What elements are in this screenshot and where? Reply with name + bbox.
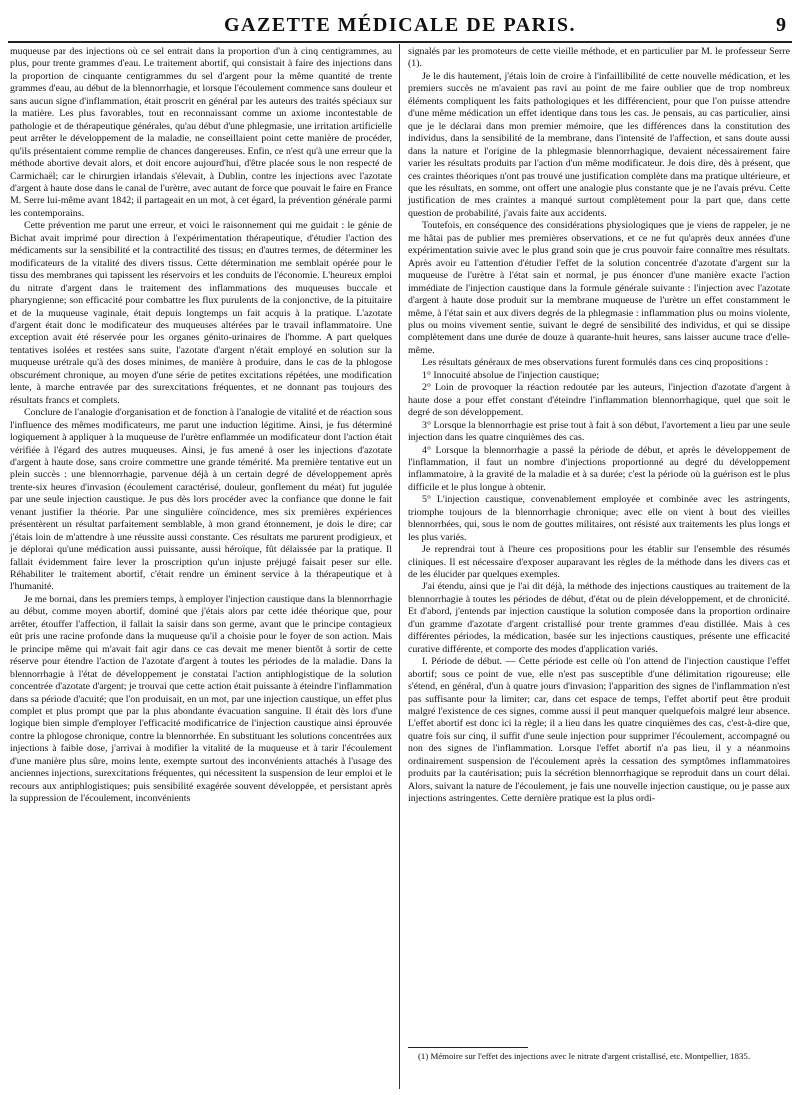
header-rule	[8, 41, 792, 43]
paragraph: Je reprendrai tout à l'heure ces propositions pour les établir sur l'ensemble des résumés cliniques. Il est nécessaire d'exposer auparavant les règles de la méthode dans les divers cas et de les élucider par quelques exemples.	[408, 544, 790, 581]
paragraph: Je le dis hautement, j'étais loin de croire à l'infaillibilité de cette nouvelle médication, et les premiers succès ne m'avaient pas ravi au point de me faire oublier que de trop nombreux éléments compliquent les faits pathologiques et les différencient, pour que l'on puisse attendre d'une même médication un effet identique dans tous les cas. Je pensais, au cas particulier, ainsi que je le déclarai dans mon premier mémoire, que les différences dans la constitution des individus, dans la sensibilité de la membrane, dans l'intensité de l'affection, et sans doute aussi dans la nature et l'origine de la phlegmasie blennorrhagique, devaient nécessairement faire varier les résultats produits par l'action d'un même modificateur. Je dois dire, dès à présent, que ces craintes théoriques n'ont pas trouvé une justification complète dans ma pratique ultérieure, et que les résultats, en somme, ont offert une analogie plus constante que je ne l'avais prévu. Cette justification de mes craintes a manqué surtout complètement pour la part que, dans cette question de probabilité, j'avais faite aux accidents.	[408, 70, 790, 219]
journal-title: GAZETTE MÉDICALE DE PARIS.	[223, 14, 577, 36]
paragraph: Les résultats généraux de mes observations furent formulés dans ces cinq propositions :	[422, 357, 769, 369]
proposition: 1° Innocuité absolue de l'injection caustique;	[422, 369, 600, 381]
paragraph: signalés par les promoteurs de cette vieille méthode, et en particulier par M. le professeur Serre (1).	[408, 46, 790, 70]
paragraph: muqueuse par des injections où ce sel entrait dans la proportion d'un à cinq centigrammes, au plus, pour trente grammes d'eau. Le traitement abortif, qui consistait à faire des injections dans la proportion de cinquante centigrammes du sel d'argent pour la même quantité de trente grammes d'eau, au début de la blennorrhagie, et lorsque l'écoulement commence sans douleur et sans aucun signe d'inflammation, était proscrit en général par les auteurs des traités spéciaux sur la matière. Les plus favorables, tout en reconnaissant comme un axiome incontestable de pathologie et de thérapeutique générales, qu'au début d'une phlegmasie, une irritation artificielle peut arrêter le développement de la maladie, ne conseillaient point cette manière de procéder, qu'ils présentaient comme remplie de chances dangereuses. Enfin, ce n'est qu'à une erreur que la méthode abortive devait alors, et doit encore aujourd'hui, d'être placée sous le non respecté de Carmichaël; car le chirurgien irlandais s'élevait, à Dublin, contre les injections avec l'azotate d'argent à haute dose dans le canal de l'urètre, avec autant de force que pouvait le faire en France M. Serre lui-même avant 1842; il partageait en un mot, à cet égard, la prévention générale parmi les contemporains.	[10, 46, 393, 219]
proposition: 2° Loin de provoquer la réaction redoutée par les auteurs, l'injection d'azotate d'argent à haute dose a pour effet constant d'éteindre l'inflammation blennorrhagique, quel que soit le degré de son développement.	[408, 382, 790, 419]
paragraph: Toutefois, en conséquence des considérations physiologiques que je viens de rappeler, je ne me hâtai pas de publier mes premières observations, et ce ne fut qu'après deux années d'une expérimentation suivie avec le plus grand soin que je crus pouvoir faire connaître mes résultats. Après avoir eu l'attention d'étudier l'effet de la solution concentrée d'azotate d'argent sur la muqueuse de l'urètre à l'état sain et normal, je pus énoncer d'une manière exacte l'action immédiate de l'injection caustique dans la formule générale suivante : l'injection avec l'azotate d'argent à haute dose produit sur la membrane muqueuse de l'urètre un effet constamment le même, à l'état sain et aux divers degrés de la phlegmasie : inflammation plus ou moins violente, plus ou moins vivement sentie, suivant le degré de sensibilité des individus, et qui se dissipe complètement dans une durée de douze à quarante-huit heures, sans laisser aucune trace d'elle-même.	[408, 220, 790, 356]
masthead	[8, 14, 792, 38]
paragraph: Cette prévention me parut une erreur, et voici le raisonnement qui me guidait : le génie de Bichat avait imprimé pour direction à l'expérimentation thérapeutique, d'étudier l'action des médicaments sur la sensibilité et la contractilité des tissus; en d'autres termes, de déterminer les modificateurs de la vitalité des divers tissus. Cette détermination me semblait opérée pour le tissu des membranes qui tapissent les réservoirs et les conduits de l'économie. L'heureux emploi du nitrate d'argent dans le traitement des inflammations des muqueuses buccale et pharyngienne; son efficacité pour combattre les flux purulents de la conjonctive, de la pituitaire et de la muqueuse vaginale, était depuis longtemps un fait acquis à la pratique. L'azotate d'argent était donc le modificateur des muqueuses altérées par le travail inflammatoire. Une exception avait été réservée pour les organes génito-urinaires de l'homme. A part quelques tentatives isolées et restées sans suite, l'azotate d'argent n'était employé en solution sur la muqueuse urétrale qu'à des doses minimes, de manière à produire, dans le cas de la phlogose obscurément chronique, au moyen d'une série de petites excitations répétées, une modification lente, à marche entravée par des surexcitations fréquentes, et ne donnant pas toujours des résultats francs et complets.	[10, 220, 392, 406]
footnote-rule	[408, 1047, 528, 1048]
column-divider	[399, 44, 400, 1089]
proposition: 4° Lorsque la blennorrhagie a passé la période de début, et après le développement de l'inflammation, il faut un nombre d'injections proportionné au degré du développement inflammatoire, à la gravité de la maladie et à sa durée; c'est la période où la guérison est le plus difficile et le plus longue à obtenir.	[408, 444, 790, 493]
footnote	[408, 1051, 790, 1062]
page-number: 9	[776, 14, 786, 36]
section-paragraph: I. Période de début. — Cette période est celle où l'on attend de l'injection caustique l'effet abortif; sous ce point de vue, elle n'est pas susceptible d'une délimitation rigoureuse; elle s'étend, en général, d'un à quatre jours d'invasion; l'apparition des signes de l'inflammation n'est pas suffisante pour la limiter; car, dans cet espace de temps, l'effet abortif peut être produit malgré l'existence de ces signes, comme aussi il peut manquer quelquefois malgré leur absence. L'effet abortif est donc ici la règle; il a lieu dans les quatre cinquièmes des cas, c'est-à-dire que, quatre fois sur cinq, il suffit d'une seule injection pour supprimer l'écoulement, accompagné ou non des signes de l'inflammation. Lorsque l'effet abortif n'a pas lieu, il y a néanmoins ordinairement suspension de l'écoulement après la cessation des symptômes inflammatoires produits par la cautérisation; puis la sécrétion blennorrhagique se reproduit dans un court délai. Alors, suivant la nature de l'écoulement, je fais une nouvelle injection caustique, ou je passe aux injections astringentes. Cette dernière pratique est la plus ordi-	[408, 656, 790, 805]
left-column	[10, 46, 392, 806]
right-column	[408, 46, 790, 806]
footnote-text: (1) Mémoire sur l'effet des injections avec le nitrate d'argent cristallisé, etc. Montpellier, 1835.	[418, 1051, 751, 1061]
proposition: 5° L'injection caustique, convenablement employée et combinée avec les astringents, triomphe toujours de la blennorrhagie chronique; avec elle on vient à bout des vieilles blennorrhées, qui, sous le nom de gouttes militaires, ont résisté aux traitements les plus longs et les plus variés.	[408, 494, 790, 543]
paragraph: Conclure de l'analogie d'organisation et de fonction à l'analogie de vitalité et de réaction sous l'influence des mêmes modificateurs, me parut une induction légitime. Ainsi, je fus déterminé logiquement à appliquer à la muqueuse de l'urètre enflammée un modificateur dont l'action était vérifiée à l'égard des autres muqueuses. Ainsi, je fus amené à oser les injections d'azotate d'argent à haute dose, sans croire commettre une grande témérité. Ma première tentative eut un plein succès : une blennorrhagie, parvenue déjà à un certain degré de développement après trente-six heures d'invasion (écoulement caractérisé, douleur, gonflement du méat) fut jugulée par une seule injection caustique. Je pus dès lors procéder avec la confiance que donne le fait venant justifier la théorie. Par une singulière coïncidence, mes six premières expériences présentèrent un résultat parfaitement semblable, à mon grand étonnement, je dois le dire; car j'étais loin de m'attendre à une réussite aussi constante. Ces résultats me parurent prodigieux, et je déplorai qu'une médication aussi puissante, aussi héroïque, fût délaissée par la pratique. Il fallait évidemment faire lever la proscription qu'un injuste préjugé faisait peser sur elle. Réhabiliter le traitement abortif, c'était rendre un éminent service à la thérapeutique et à l'humanité.	[10, 407, 392, 593]
paragraph: J'ai étendu, ainsi que je l'ai dit déjà, la méthode des injections caustiques au traitement de la blennorrhagie à toutes les périodes de début, d'état ou de plein développement, et de chronicité. Et d'abord, j'entends par injection caustique la solution composée dans la proportion ordinaire d'un gramme d'azotate d'argent cristallisé pour trente grammes d'eau distillée. Mais à ces différentes périodes, la médication, basée sur les injections caustiques, présente une efficacité curative différente, et comporte des modes d'application variés.	[408, 581, 790, 655]
proposition: 3° Lorsque la blennorrhagie est prise tout à fait à son début, l'avortement a lieu par une seule injection dans les quatre cinquièmes des cas.	[408, 419, 790, 444]
paragraph: Je me bornai, dans les premiers temps, à employer l'injection caustique dans la blennorrhagie au début, comme moyen abortif, dominé que j'étais alors par cette idée théorique que, pour arrêter, étouffer l'affection, il fallait la saisir dans son germe, avant que le principe contagieux eût pris une racine profonde dans la muqueuse qu'il a choisie pour le foyer de son action. Mais le principe même qui m'avait fait agir dans ce cas devait me mener bientôt à sortir de cette réserve pour étendre l'action de l'azotate d'argent à toutes les périodes de la maladie. Dans la blennorrhagie à l'état de développement je constatai l'action antiphlogistique de la solution concentrée d'azotate d'argent; je trouvai que cette action était puissante à éteindre l'inflammation dans sa période d'acuité; que l'on produisait, en un mot, par une injection caustique, un effet plus complet et plus prompt que par la plus abondante évacuation sanguine. Il était dès lors d'une logique bien simple d'employer l'efficacité modificatrice de l'injection caustique ainsi éprouvée contre la phlogose chronique, contre la blennorrhée. En substituant les solutions concentrées aux injections à faible dose, j'arrivai à modifier la vitalité de la muqueuse et à tarir l'écoulement d'une manière plus sûre, moins lente, exempte surtout des inconvénients attachés à l'usage des anciennes injections, surexcitations fréquentes, qui nécessitent la suspension de leur emploi et le recours aux antiphlogistiques; puis sensibilité exagérée souvent développée, et persistant après la suppression de l'écoulement, inconvénients	[10, 593, 392, 805]
